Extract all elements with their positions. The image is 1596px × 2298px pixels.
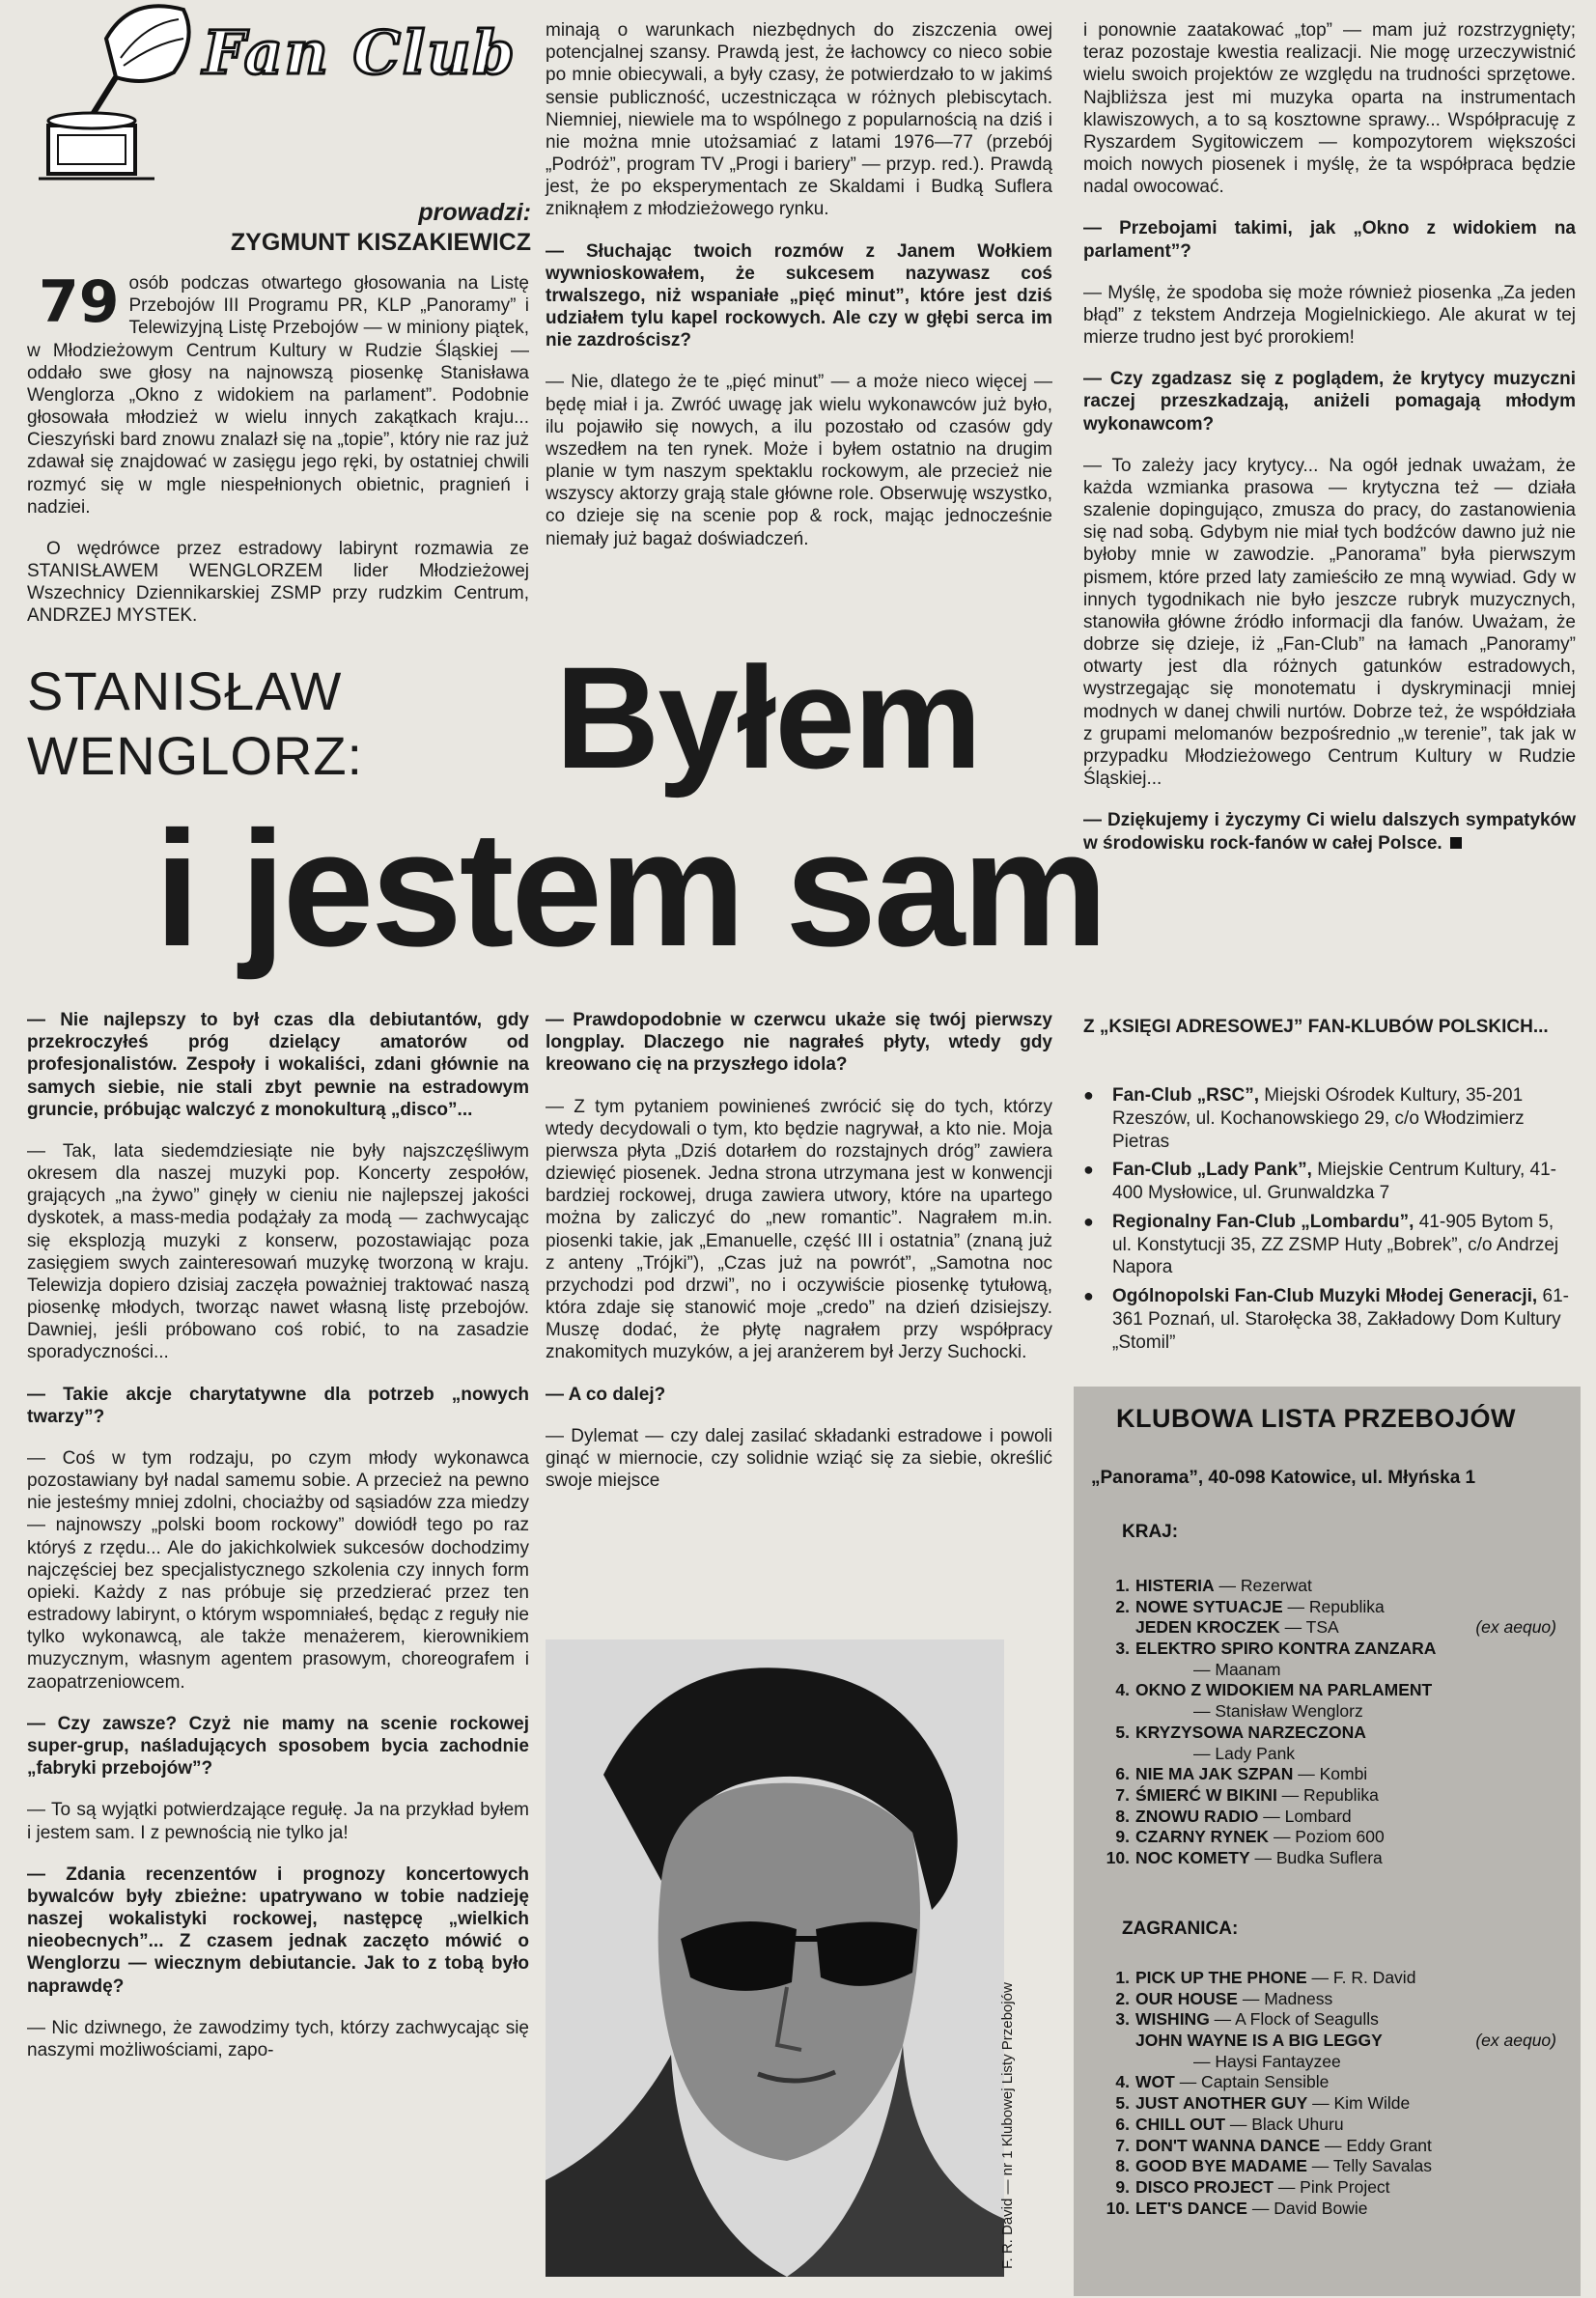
interview-question: — Przebojami takimi, jak „Okno z widokiem na parlament”? (1083, 218, 1576, 262)
fanclub-address-item (1083, 1159, 1576, 1205)
hit-rank: 3. (1115, 2009, 1130, 2030)
hit-rank: 9. (1115, 1827, 1130, 1847)
hit-list-entry (1103, 2136, 1556, 2157)
article-column-1-bottom (27, 1009, 529, 2081)
hit-list-address: „Panorama”, 40-098 Katowice, ul. Młyńska 1 (1091, 1468, 1476, 1488)
intro-column (27, 268, 529, 647)
fanclub-address: Miejski Ośrodek Kultury, 35-201 Rzeszów, ul. Kochanowskiego 29, c/o Włodzimierz Pietras (1112, 1085, 1525, 1152)
fanclub-name: Fan-Club „Lady Pank”, (1112, 1160, 1312, 1181)
fanclub-address-list (1083, 1084, 1576, 1359)
interview-answer: — To zależy jacy krytycy... Na ogół jednak uważam, że każda wzmianka prasowa — krytyczna też — działa szalenie dopingująco, zmusza do pracy, do zastanowienia się nad sobą. Gdybym nie miał tych bodźców dawno już nie byłoby mnie w zawodzie. „Panorama” była pierwszym pismem, które przed laty zamieściło ze mną wywiad. Gdy w innych tygodnikach nie było jeszcze rubryk muzycznych, stanowiła główne źródło informacji dla fanów. Uważam, że dobrze się dzieje, iż „Fan-Club” na łamach „Panoramy” otwarty jest dla różnych gatunków estradowych, wystrzegając się monotematu i dyskryminacji mniej modnych w danej chwili nurtów. Dobrze też, że współdziała z grupami melomanów bezpośrednio „w terenie”, tak jak w przypadku Młodzieżowego Centrum Kultury w Rudzie Śląskiej... (1083, 455, 1576, 790)
hit-list-entry (1103, 1785, 1556, 1807)
hit-rank: 1. (1115, 1968, 1130, 1987)
intro-paragraph: osób podczas otwartego głosowania na Listę Przebojów III Programu PR, KLP „Panoramy” i Telewizyjną Listę Przebojów — w miniony piątek, w Młodzieżowym Centrum Kultury w Rudzie Śląskiej — oddało swe głosy na najnowszą piosenkę Stanisława Wenglorza „Okno z widokiem na parlament”. Podobnie głosowała młodzież w wielu innych zakątkach kraju... Cieszyński bard znowu znalazł się na „topie”, który nie raz już zdawał się znajdować w zasięgu jego ręki, by ostatniej chwili rozmyć się w mgle niespełnionych obietnic, pragnień i nadziei. (27, 273, 529, 518)
hit-title: DISCO PROJECT (1135, 2176, 1274, 2197)
hit-artist: — Republika (1282, 1596, 1385, 1616)
hit-list-entry (1103, 2156, 1556, 2177)
fanclub-address-item (1083, 1211, 1576, 1279)
interview-question: — Czy zgadzasz się z poglądem, że krytycy muzyczni raczej przeszkadzają, aniżeli pomagają młodym wykonawcom? (1083, 369, 1576, 434)
hit-artist: — David Bowie (1246, 2198, 1368, 2218)
interview-question: — A co dalej? (546, 1384, 666, 1405)
hit-title: ZNOWU RADIO (1135, 1806, 1259, 1826)
hit-artist: — Lombard (1258, 1806, 1352, 1826)
hit-list-entry (1103, 1848, 1556, 1869)
club-hit-list-box (1074, 1387, 1581, 2296)
hit-rank: 5. (1115, 1722, 1130, 1742)
headline-title-1: Byłem (555, 636, 981, 799)
headline-name (27, 659, 363, 788)
headline-name-line-1: STANISŁAW (27, 660, 343, 721)
interview-answer: i ponownie zaatakować „top” — mam już rozstrzygnięty; teraz pozostaje kwestia realizacji. Nie mogę urzeczywistnić wielu swoich projektów ze względu na trudności sprzętowe. Najbliższa jest mi muzyka oparta na instrumentach klawiszowych, a to są kosztowne sprawy... Współpracuję z Ryszardem Sygitowiczem — kompozytorem większości moich nowych piosenek i myślę, że ta współpraca będzie nadal owocować. (1083, 20, 1576, 198)
hit-note: (ex aequo) (1475, 1617, 1556, 1638)
hit-rank: 9. (1115, 2176, 1130, 2197)
hit-list-entry (1103, 2177, 1556, 2199)
hit-rank: 3. (1115, 1639, 1130, 1659)
hit-artist: — Captain Sensible (1174, 2072, 1330, 2092)
hit-list-entry (1103, 1807, 1556, 1828)
hit-rank: 4. (1115, 1680, 1130, 1700)
hit-list-entry (1103, 1764, 1556, 1785)
hit-list-entry (1103, 1576, 1556, 1597)
hit-artist: — Kombi (1293, 1764, 1368, 1784)
fanclub-address-item (1083, 1084, 1576, 1153)
dropcap-number: 79 (39, 268, 120, 336)
hit-title: NOWE SYTUACJE (1135, 1596, 1283, 1616)
hit-rank: 4. (1115, 2072, 1130, 2092)
domestic-hit-list (1103, 1576, 1556, 1869)
hit-rank: 6. (1115, 2114, 1130, 2134)
hit-list-entry (1103, 1723, 1556, 1764)
article-column-2-bottom (546, 1009, 1052, 1511)
hit-artist: — A Flock of Seagulls (1209, 2009, 1379, 2030)
hit-artist: — Kim Wilde (1307, 2093, 1411, 2114)
headline-name-line-2: WENGLORZ: (27, 725, 364, 787)
interview-question: — Takie akcje charytatywne dla potrzeb „nowych twarzy”? (27, 1384, 529, 1427)
hit-list-entry (1103, 2009, 1556, 2031)
hit-title: ELEKTRO SPIRO KONTRA ZANZARA (1135, 1639, 1437, 1659)
hit-title: NIE MA JAK SZPAN (1135, 1764, 1294, 1784)
hit-artist: — Poziom 600 (1269, 1827, 1385, 1847)
hit-list-entry (1103, 2093, 1556, 2115)
fanclub-name: Ogólnopolski Fan-Club Muzyki Młodej Generacji, (1112, 1286, 1538, 1306)
interview-answer: minają o warunkach niezbędnych do ziszczenia owej potencjalnej szansy. Prawdą jest, że łachowcy co nieco sobie po mnie obiecywali, a były czasy, że potwierdzało to w jakimś sensie publiczność, uczestnicząca w różnych plebiscytach. Niemniej, niewiele ma to wspólnego z popularnością na dziś i nie można mnie utożsamiać z latami 1976—77 (przebój „Podróż”, program TV „Progi i bariery” — przyp. red.). Prawdą jest, że po eksperymentach ze Skaldami i Budką Suflera zniknąłem z młodzieżowego rynku. (546, 20, 1052, 220)
hit-title: PICK UP THE PHONE (1135, 1968, 1307, 1987)
hit-rank: 10. (1106, 1847, 1130, 1867)
hit-rank: 7. (1115, 2135, 1130, 2155)
hit-title: JUST ANOTHER GUY (1135, 2093, 1308, 2114)
portrait-illustration (546, 1639, 1004, 2277)
interview-question: — Prawdopodobnie w czerwcu ukaże się twój pierwszy longplay. Dlaczego nie nagrałeś płyty, wtedy gdy kreowano cię na przyszłego idola? (546, 1010, 1052, 1076)
interview-question: — Zdania recenzentów i prognozy koncertowych bywalców były zbieżne: upatrywano w tobie nadzieję naszej wokalistyki rockowej, następcę „wielkich nieobecnych”... Z czasem jednak zaczęto mówić o Wenglorzu — wiecznym debiutancie. Jak to z tobą było naprawdę? (27, 1864, 529, 1997)
hit-artist: — Stanisław Wenglorz (1193, 1701, 1363, 1722)
hit-list-entry (1103, 2031, 1556, 2072)
portrait-photo (546, 1639, 1004, 2277)
hit-title: CHILL OUT (1135, 2114, 1226, 2134)
intro-paragraph-2: O wędrówce przez estradowy labirynt rozmawia ze STANISŁAWEM WENGLORZEM lider Młodzieżowej Wszechnicy Dziennikarskiej ZSMP przy rudzkim Centrum, ANDRZEJ MYSTEK. (27, 538, 529, 627)
hit-title: NOC KOMETY (1135, 1847, 1250, 1867)
hit-title: OUR HOUSE (1135, 1988, 1238, 2008)
fanclub-address: 41-905 Bytom 5, ul. Konstytucji 35, ZZ ZSMP Huty „Bobrek”, c/o Andrzej Napora (1112, 1211, 1559, 1278)
masthead (39, 0, 541, 193)
interview-answer: — Nic dziwnego, że zawodzimy tych, którzy zachwycając się naszymi możliwościami, zapo- (27, 2017, 529, 2060)
hit-list-entry (1103, 1597, 1556, 1618)
hit-artist: — Republika (1276, 1784, 1379, 1805)
fanclub-address: Miejskie Centrum Kultury, 41-400 Mysłowice, ul. Grunwaldzka 7 (1112, 1160, 1556, 1203)
hit-artist: — Madness (1237, 1988, 1333, 2008)
hit-rank: 10. (1106, 2198, 1130, 2218)
interview-question: — Czy zawsze? Czyż nie mamy na scenie rockowej super-grup, naśladujących sposobem bycia zachodnie „fabryki przebojów”? (27, 1713, 529, 1780)
interview-answer: — Nie, dlatego że te „pięć minut” — a może nieco więcej — będę miał i ja. Zwróć uwagę jak wielu wykonawców już było, ilu pojawiło się nowych, a ilu pozostało od czasów gdy wszedłem na ten rynek. Może i byłem ostatnio na drugim planie w tym naszym spektaklu rockowym, ale przecież nie wszyscy aktorzy grają stale główne role. Obserwuję wszystko, co dzieje się na scenie pop & rock, mając jednocześnie niemały już bagaż doświadczeń. (546, 372, 1052, 549)
foreign-label: ZAGRANICA: (1122, 1919, 1239, 1939)
hit-rank: 2. (1115, 1596, 1130, 1616)
hit-title: WISHING (1135, 2009, 1210, 2030)
byline (154, 198, 531, 259)
hit-artist: — F. R. David (1306, 1968, 1416, 1987)
hit-artist: — Rezerwat (1214, 1576, 1312, 1595)
hit-artist: — Lady Pank (1193, 1743, 1296, 1763)
interview-question: — Dziękujemy i życzymy Ci wielu dalszych sympatyków w środowisku rock-fanów w całej Polsce. (1083, 810, 1576, 854)
hit-artist: — Black Uhuru (1225, 2114, 1344, 2134)
byline-author: ZYGMUNT KISZAKIEWICZ (230, 229, 531, 257)
hit-title: OKNO Z WIDOKIEM NA PARLAMENT (1135, 1680, 1433, 1700)
fan-club-logo: Fan Club (203, 17, 517, 88)
hit-title: WOT (1135, 2072, 1175, 2092)
hit-artist: — Eddy Grant (1320, 2135, 1432, 2155)
hit-rank: 8. (1115, 1806, 1130, 1826)
hit-rank: 2. (1115, 1988, 1130, 2008)
hit-list-entry (1103, 2199, 1556, 2220)
hit-rank: 8. (1115, 2156, 1130, 2176)
hit-title: DON'T WANNA DANCE (1135, 2135, 1321, 2155)
interview-question: — Słuchając twoich rozmów z Janem Wołkiem wywnioskowałem, że sukcesem nazywasz coś trwalszego, niż wspaniałe „pięć minut”, które jest dziś udziałem tylu kapel rockowych. Ale czy w głębi serca im nie zazdrościsz? (546, 240, 1052, 351)
fanclub-address: 61-361 Poznań, ul. Starołęcka 38, Zakładowy Dom Kultury „Stomil” (1112, 1286, 1569, 1353)
hit-title: JEDEN KROCZEK (1135, 1617, 1280, 1638)
foreign-hit-list (1103, 1968, 1556, 2219)
hit-title: KRYZYSOWA NARZECZONA (1135, 1722, 1366, 1742)
hit-rank: 5. (1115, 2093, 1130, 2114)
photo-caption: F. R. David — nr 1 Klubowej Listy Przebojów (999, 1982, 1016, 2269)
interview-answer: — Tak, lata siedemdziesiąte nie były najszczęśliwym okresem dla naszej muzyki pop. Koncerty zespołów, grających „na żywo” ginęły w cieniu nie najlepszej jakości dyskotek, a mass-media podążały za modą — zachwycając się eksplozją muzyki z konserw, pozostawiając poza zasięgiem swych zainteresowań muzykę tworzoną w kraju. Telewizja dopiero dzisiaj zaczęła poważniej traktować naszą piosenkę młodych, tworząc nawet własną listę przebojów. Dawniej, jeśli próbowano coś robić, to na zasadzie sporadyczności... (27, 1140, 529, 1363)
hit-list-title: KLUBOWA LISTA PRZEBOJÓW (1116, 1404, 1516, 1433)
hit-title: ŚMIERĆ W BIKINI (1135, 1784, 1277, 1805)
fanclub-name: Fan-Club „RSC”, (1112, 1085, 1259, 1106)
hit-list-entry (1103, 1680, 1556, 1722)
hit-list-entry (1103, 1827, 1556, 1848)
hit-list-entry (1103, 2072, 1556, 2093)
end-of-article-mark (1450, 837, 1462, 849)
article-column-3-top (1083, 19, 1576, 874)
hit-rank: 7. (1115, 1784, 1130, 1805)
interview-answer: — Dylemat — czy dalej zasilać składanki estradowe i powoli ginąć w miernocie, czy solidnie wziąć się za siebie, określić swoje miejsce (546, 1425, 1052, 1492)
gramophone-icon (39, 0, 203, 193)
fanclub-addresses-heading: Z „KSIĘGI ADRESOWEJ” FAN-KLUBÓW POLSKICH... (1083, 1017, 1549, 1037)
interview-answer: — Myślę, że spodoba się może również piosenka „Za jeden błąd” z tekstem Andrzeja Mogielnickiego. Ale akurat w tej mierze trudno jest być prorokiem! (1083, 282, 1576, 349)
hit-title: CZARNY RYNEK (1135, 1827, 1270, 1847)
hit-rank: 1. (1115, 1576, 1130, 1595)
fanclub-name: Regionalny Fan-Club „Lombardu”, (1112, 1211, 1414, 1232)
hit-list-entry (1103, 1968, 1556, 1989)
headline-title-2: i jestem sam (154, 798, 1106, 981)
domestic-label: KRAJ: (1122, 1522, 1179, 1542)
hit-list-entry (1103, 1617, 1556, 1639)
hit-list-entry (1103, 1989, 1556, 2010)
hit-artist: — Telly Savalas (1306, 2156, 1432, 2176)
hit-artist: — Haysi Fantayzee (1193, 2051, 1341, 2071)
hit-title: HISTERIA (1135, 1576, 1215, 1595)
interview-answer: — Coś w tym rodzaju, po czym młody wykonawca pozostawiany był nadal samemu sobie. A przecież na pewno nie jesteśmy mniej zdolni, chociażby od sąsiadów zza miedzy — najnowszy „polski boom rockowy” dowiódł tego po raz któryś z rzędu... Ale do jakichkolwiek sukcesów dochodzimy najczęściej bez specjalistycznego szkolenia czy innych form opieki. Każdy z nas próbuje się przedzierać przez ten estradowy labirynt, o którym wspomniałeś, będąc z reguły nie tylko wykonawcą, ale także menażerem, kierownikiem muzycznym, własnym agentem prasowym, choreografem i zaopatrzeniowcem. (27, 1447, 529, 1693)
hit-artist: — TSA (1279, 1617, 1339, 1638)
hit-title: GOOD BYE MADAME (1135, 2156, 1307, 2176)
article-column-2-top (546, 19, 1052, 570)
hit-artist: — Budka Suflera (1249, 1847, 1383, 1867)
byline-label: prowadzi: (418, 199, 531, 226)
interview-answer: — To są wyjątki potwierdzające regułę. Ja na przykład byłem i jestem sam. I z pewnością nie tylko ja! (27, 1800, 529, 1843)
interview-question: — Nie najlepszy to był czas dla debiutantów, gdy przekroczyłeś próg dzielący amatorów od profesjonalistów. Zespoły i wokaliści, zdani głównie na samych siebie, nie stali zbyt pewnie na estradowym gruncie, próbując walczyć z monokulturą „disco”... (27, 1010, 529, 1120)
fanclub-address-item (1083, 1285, 1576, 1354)
hit-rank: 6. (1115, 1764, 1130, 1784)
hit-list-entry (1103, 1639, 1556, 1680)
interview-answer: — Z tym pytaniem powinieneś zwrócić się do tych, którzy wtedy decydowali o tym, kto będzie nagrywał, a kto nie. Moja pierwsza płyta „Dziś dotarłem do rozstajnych dróg” zawiera dziewięć piosenek. Jedna strona utrzymana jest w konwencji bardziej rockowej, druga zawiera utwory, które na upartego można by zaliczyć do „new romantic”. Nagrałem m.in. piosenki takie, jak „Emanuelle, część III i ostatnia” (znaną już z anteny „Trójki”), „Czas już na powrót”, „Samotna noc przychodzi pod drzwi”, no i oczywiście piosenkę tytułową, która zdaje się stanowić moje „credo” na dzień dzisiejszy. Muszę dodać, że płytę nagrałem przy współpracy znakomitych muzyków, a jej aranżerem był Jerzy Suchocki. (546, 1096, 1052, 1363)
hit-list-entry (1103, 2115, 1556, 2136)
hit-artist: — Pink Project (1273, 2176, 1390, 2197)
hit-title: JOHN WAYNE IS A BIG LEGGY (1135, 2031, 1383, 2051)
hit-title: LET'S DANCE (1135, 2198, 1247, 2218)
hit-note: (ex aequo) (1475, 2031, 1556, 2051)
hit-artist: — Maanam (1193, 1659, 1281, 1679)
